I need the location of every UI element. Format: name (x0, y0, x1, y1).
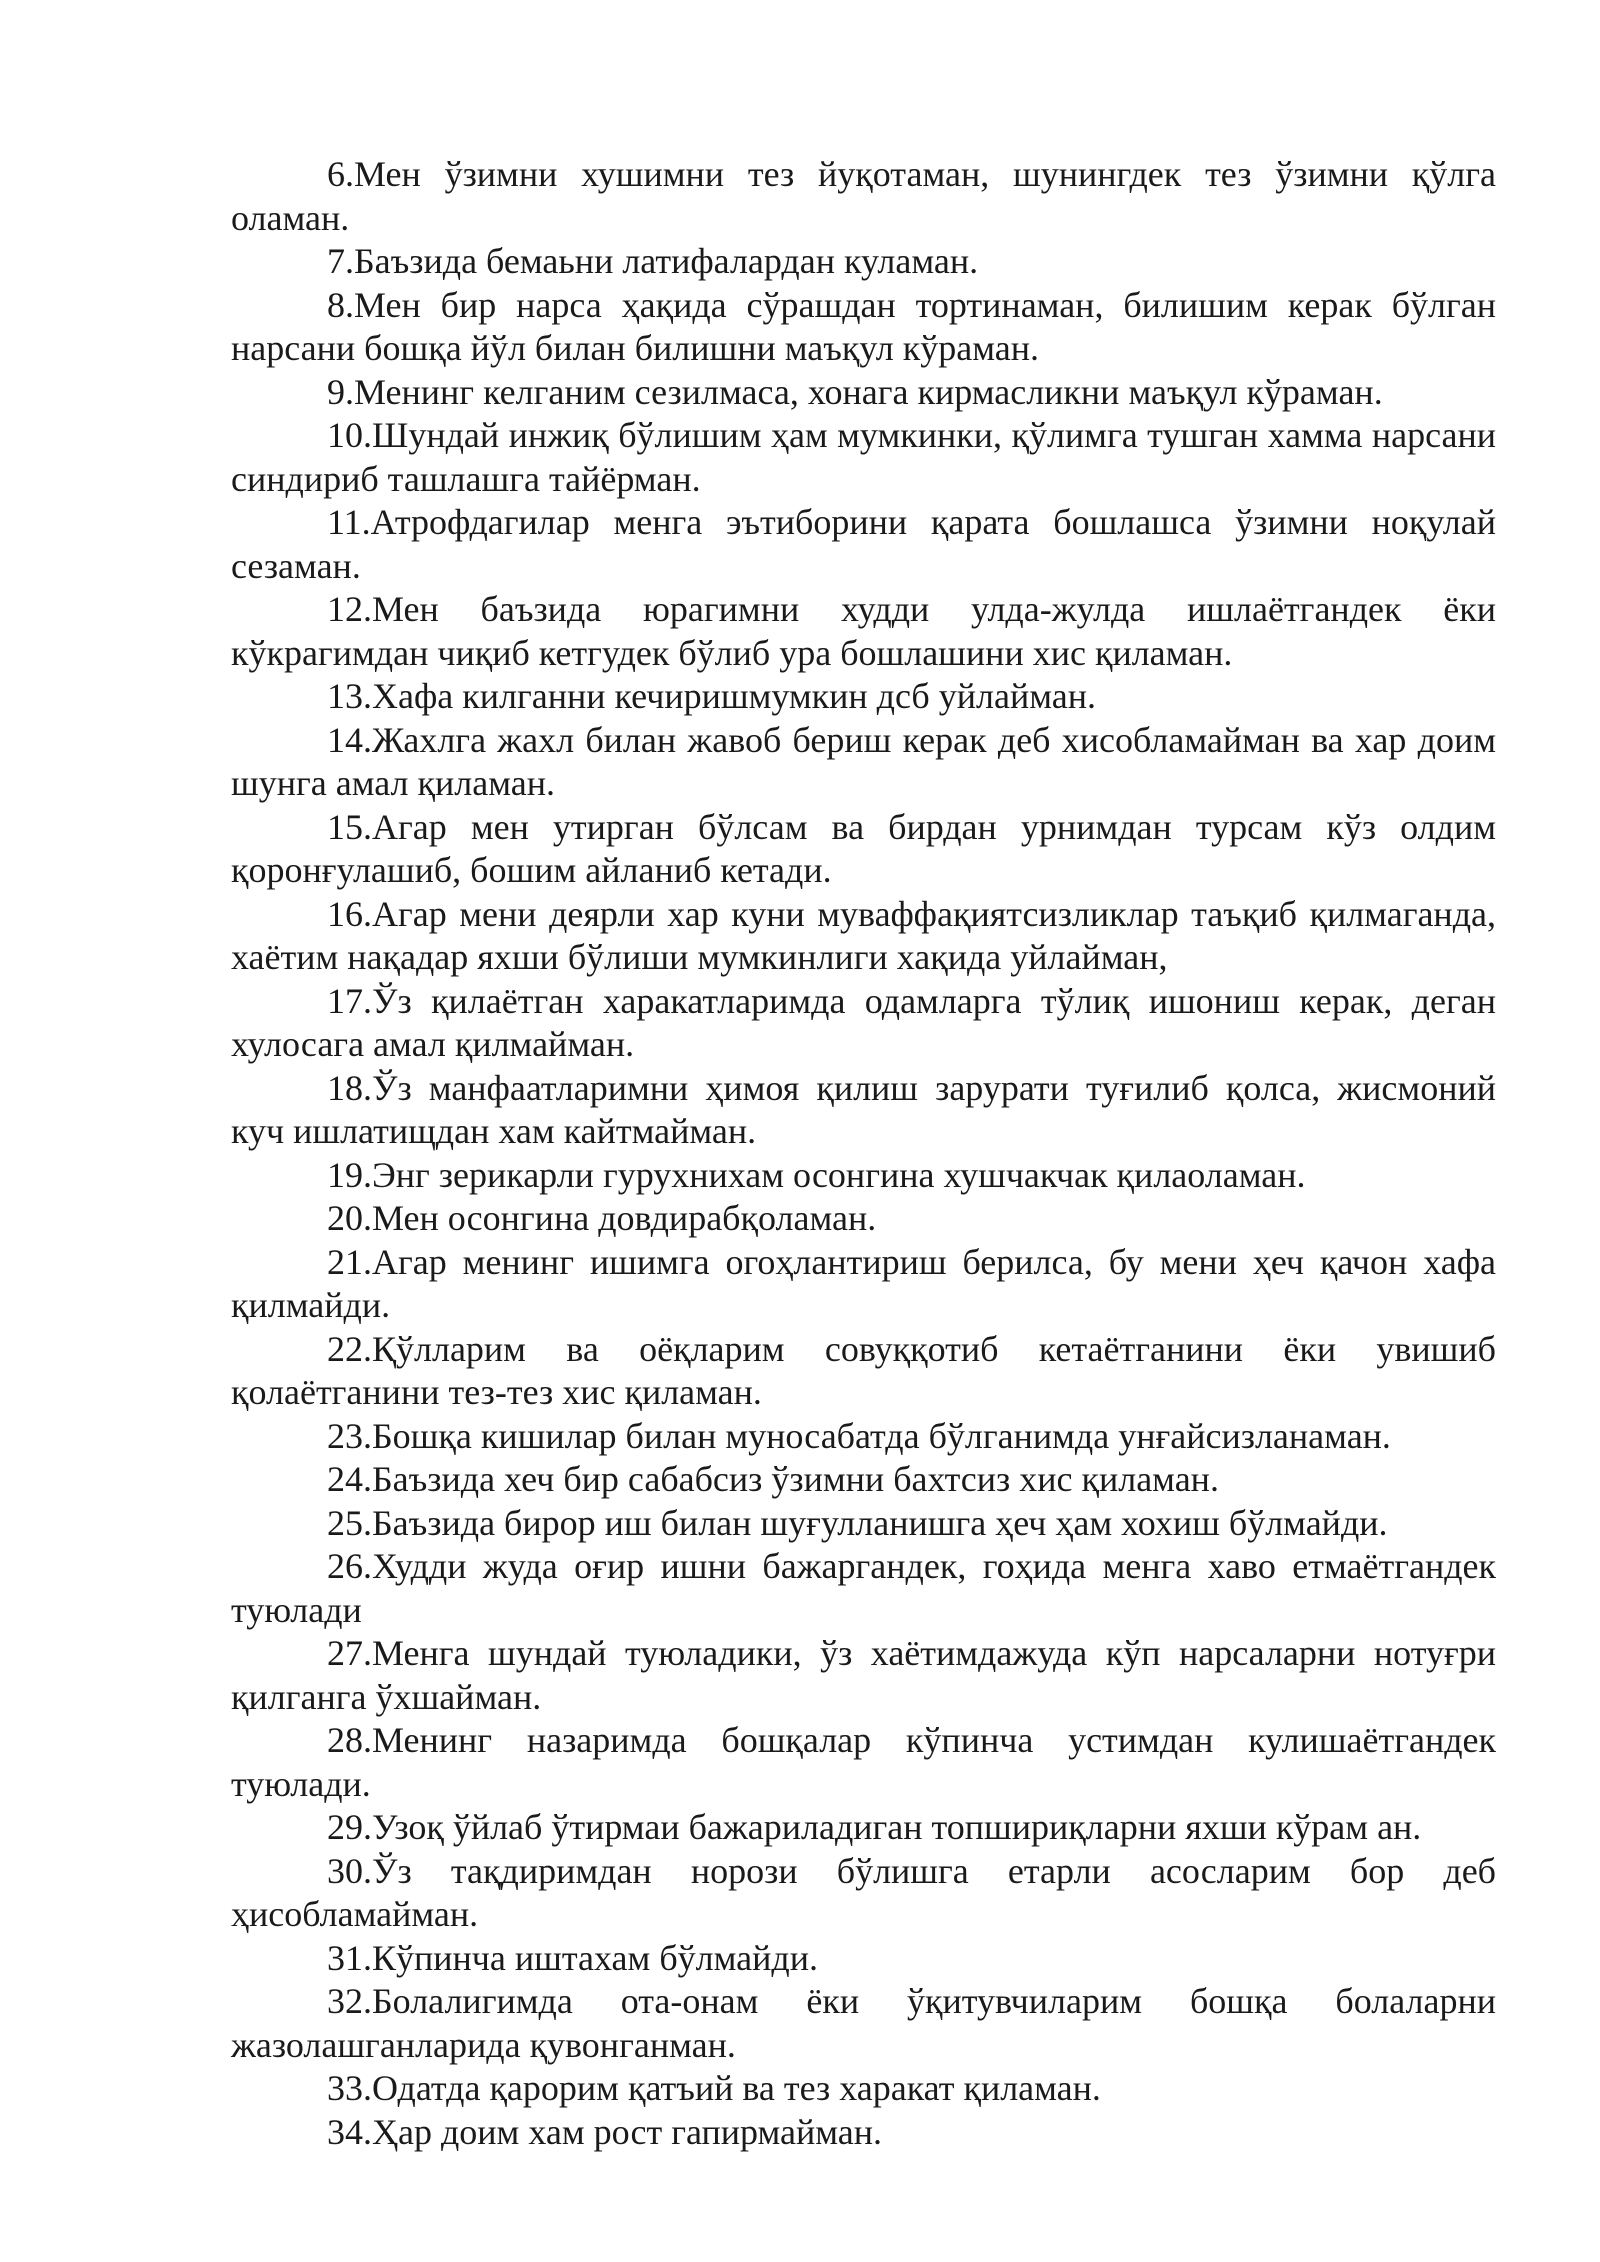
question-item: 34.Ҳар доим хам рост гапирмайман. (327, 2111, 883, 2152)
question-item: 23.Бошқа кишилар билан муносабатда бўлганимда унғайсизланаман. (327, 1415, 1391, 1456)
questionnaire-text (231, 153, 1496, 2154)
question-item: 7.Баъзида бемаьни латифалардан куламан. (327, 241, 979, 281)
question-item: 19.Энг зерикарли гурухнихам осонгина хушчакчак қилаоламан. (327, 1154, 1306, 1195)
question-item: 31.Кўпинча иштахам бўлмайди. (327, 1937, 818, 1978)
question-item: 27.Менга шундай туюладики, ўз хаётимдажуда кўп нарсаларни нотуғри қилганга ўхшайман. (231, 1633, 1496, 1717)
question-item: 28.Менинг назаримда бошқалар кўпинча устимдан кулишаётгандек туюлади. (231, 1720, 1496, 1804)
question-item: 15.Агар мен утирган бўлсам ва бирдан урнимдан турсам кўз олдим қоронғулашиб, бошим айланиб кетади. (231, 806, 1496, 890)
question-item: 26.Худди жуда оғир ишни бажаргандек, гоҳида менга хаво етмаётгандек туюлади (231, 1546, 1496, 1630)
question-item: 24.Баъзида хеч бир сабабсиз ўзимни бахтсиз хис қиламан. (327, 1459, 1219, 1499)
question-item: 9.Менинг келганим сезилмаса, хонага кирмасликни маъқул кўраман. (327, 371, 1383, 412)
question-item: 21.Агар менинг ишимга огоҳлантириш берилса, бу мени ҳеч қачон хафа қилмайди. (231, 1241, 1496, 1325)
question-item: 22.Қўлларим ва оёқларим совуққотиб кетаётганини ёки увишиб қолаётганини тез-тез хис қиламан. (231, 1328, 1496, 1412)
question-item: 11.Атрофдагилар менга эътиборини қарата бошлашса ўзимни ноқулай сезаман. (231, 502, 1496, 586)
question-item: 14.Жахлга жахл билан жавоб бериш керак деб хисобламайман ва хар доим шунга амал қиламан. (231, 719, 1496, 803)
question-item: 18.Ўз манфаатларимни ҳимоя қилиш зарурати туғилиб қолса, жисмоний куч ишлатищдан хам кайтмайман. (231, 1067, 1496, 1151)
question-item: 8.Мен бир нарса ҳақида сўрашдан тортинаман, билишим керак бўлган нарсани бошқа йўл билан билишни маъқул кўраман. (231, 284, 1496, 368)
question-item: 13.Хафа килганни кечиришмумкин дсб уйлайман. (327, 676, 1096, 716)
question-item: 17.Ўз қилаётган харакатларимда одамларга тўлиқ ишониш керак, деган хулосага амал қилмайман. (231, 980, 1496, 1064)
question-item: 10.Шундай инжиқ бўлишим ҳам мумкинки, қўлимга тушган хамма нарсани синдириб ташлашга тайёрман. (231, 415, 1496, 499)
question-item: 25.Баъзида бирор иш билан шуғулланишга ҳеч ҳам хохиш бўлмайди. (327, 1502, 1388, 1543)
question-item: 20.Мен осонгина довдирабқоламан. (327, 1198, 877, 1238)
question-item: 12.Мен баъзида юрагимни худди улда-жулда ишлаётгандек ёки кўкрагимдан чиқиб кетгудек бўлиб ура бошлашини хис қиламан. (231, 589, 1496, 673)
question-item: 30.Ўз тақдиримдан норози бўлишга етарли асосларим бор деб ҳисобламайман. (231, 1850, 1496, 1934)
question-item: 29.Узоқ ўйлаб ўтирмаи бажариладиган топшириқларни яхши кўрам ан. (327, 1807, 1422, 1847)
question-item: 32.Болалигимда ота-онам ёки ўқитувчиларим бошқа болаларни жазолашганларида қувонганман. (231, 1981, 1496, 2065)
question-item: 16.Агар мени деярли хар куни муваффақиятсизликлар таъқиб қилмаганда, хаётим нақадар яхши бўлиши мумкинлиги хақида уйлайман, (231, 893, 1496, 977)
question-item: 33.Одатда қарорим қатъий ва тез харакат қиламан. (327, 2068, 1101, 2108)
question-item: 6.Мен ўзимни хушимни тез йуқотаман, шунингдек тез ўзимни қўлга оламан. (231, 154, 1496, 238)
